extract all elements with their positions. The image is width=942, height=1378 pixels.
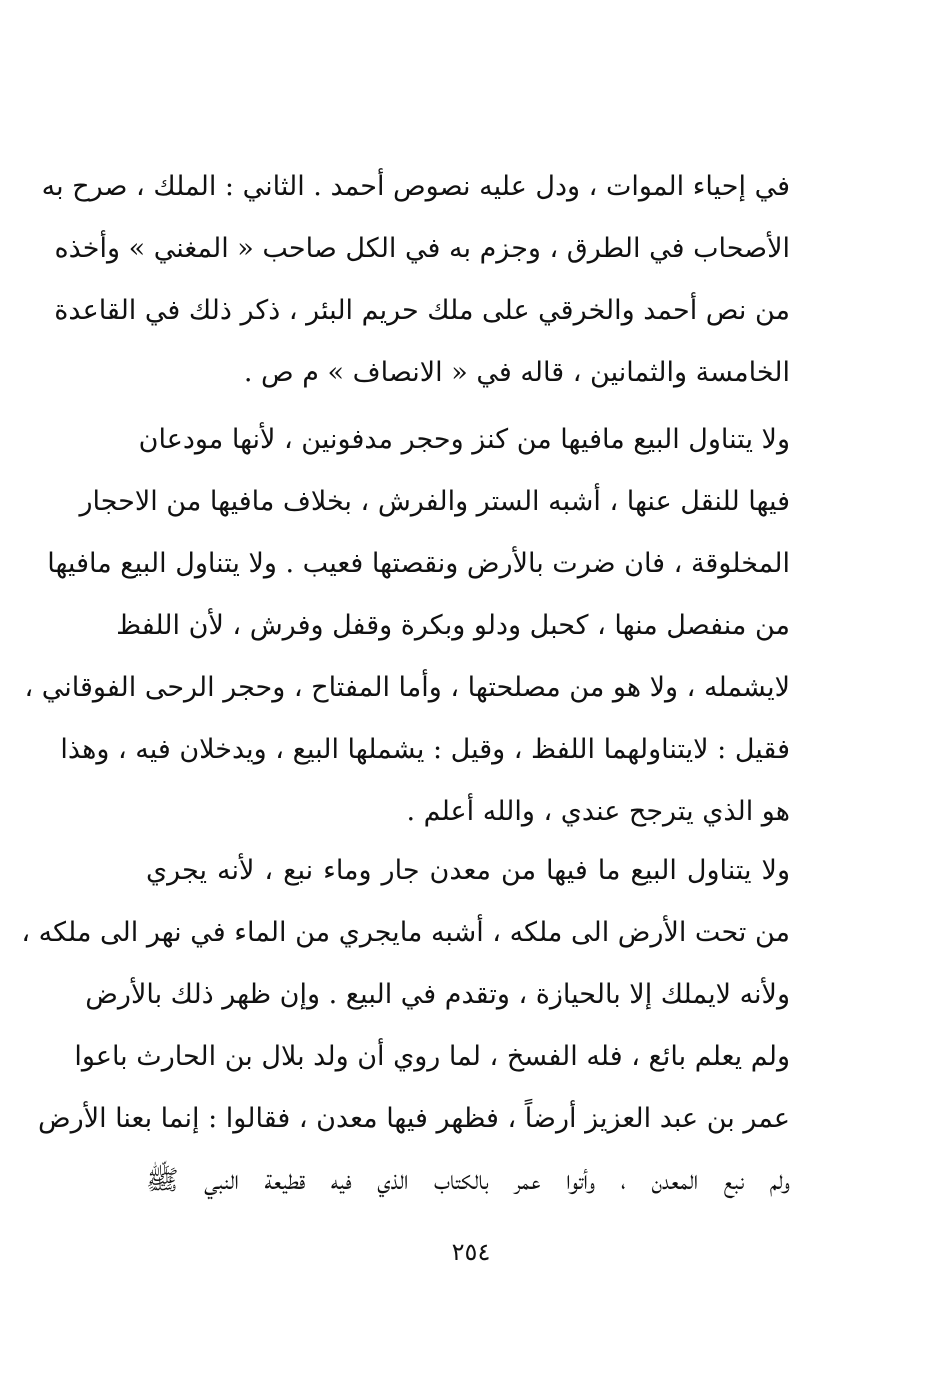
text-line: ولم نبع المعدن ، وأتوا عمر بالكتاب الذي فيه قطيعة النبي ﷺ: [146, 1165, 790, 1196]
paragraph-3: [21, 840, 790, 1212]
text-line: عمر بن عبد العزيز أرضاً ، فظهر فيها معدن ، فقالوا : إنما بعنا الأرض: [38, 1103, 790, 1134]
paragraph-2: [24, 409, 790, 843]
text-line: من منفصل منها ، كحبل ودلو وبكرة وقفل وفرش ، لأن اللفظ: [116, 610, 790, 641]
paragraph-1: [41, 156, 790, 404]
page-number: ٢٥٤: [451, 1238, 491, 1266]
text-line: فيها للنقل عنها ، أشبه الستر والفرش ، بخلاف مافيها من الاحجار: [79, 486, 790, 517]
text-line: في إحياء الموات ، ودل عليه نصوص أحمد . الثاني : الملك ، صرح به: [41, 171, 790, 202]
text-line: من نص أحمد والخرقي على ملك حريم البئر ، ذكر ذلك في القاعدة: [54, 295, 790, 326]
text-line: ولا يتناول البيع ما فيها من معدن جار وماء نبع ، لأنه يجري: [146, 855, 790, 886]
text-line: من تحت الأرض الى ملكه ، أشبه مايجري من الماء في نهر الى ملكه ،: [21, 917, 790, 948]
text-line: فقيل : لايتناولهما اللفظ ، وقيل : يشملها البيع ، ويدخلان فيه ، وهذا: [60, 734, 790, 765]
text-line: لايشمله ، ولا هو من مصلحتها ، وأما المفتاح ، وحجر الرحى الفوقاني ،: [24, 672, 790, 703]
text-line: ولأنه لايملك إلا بالحيازة ، وتقدم في البيع . وإن ظهر ذلك بالأرض: [85, 979, 790, 1010]
text-line: المخلوقة ، فان ضرت بالأرض ونقصتها فعيب . ولا يتناول البيع مافيها: [47, 548, 790, 579]
text-line: الخامسة والثمانين ، قاله في « الانصاف » م ص .: [243, 357, 790, 388]
text-line: ولم يعلم بائع ، فله الفسخ ، لما روي أن ولد بلال بن الحارث باعوا: [74, 1041, 790, 1072]
text-line: هو الذي يترجح عندي ، والله أعلم .: [406, 796, 790, 827]
text-line: ولا يتناول البيع مافيها من كنز وحجر مدفونين ، لأنها مودعان: [138, 424, 790, 455]
text-line: الأصحاب في الطرق ، وجزم به في الكل صاحب « المغني » وأخذه: [54, 233, 790, 264]
